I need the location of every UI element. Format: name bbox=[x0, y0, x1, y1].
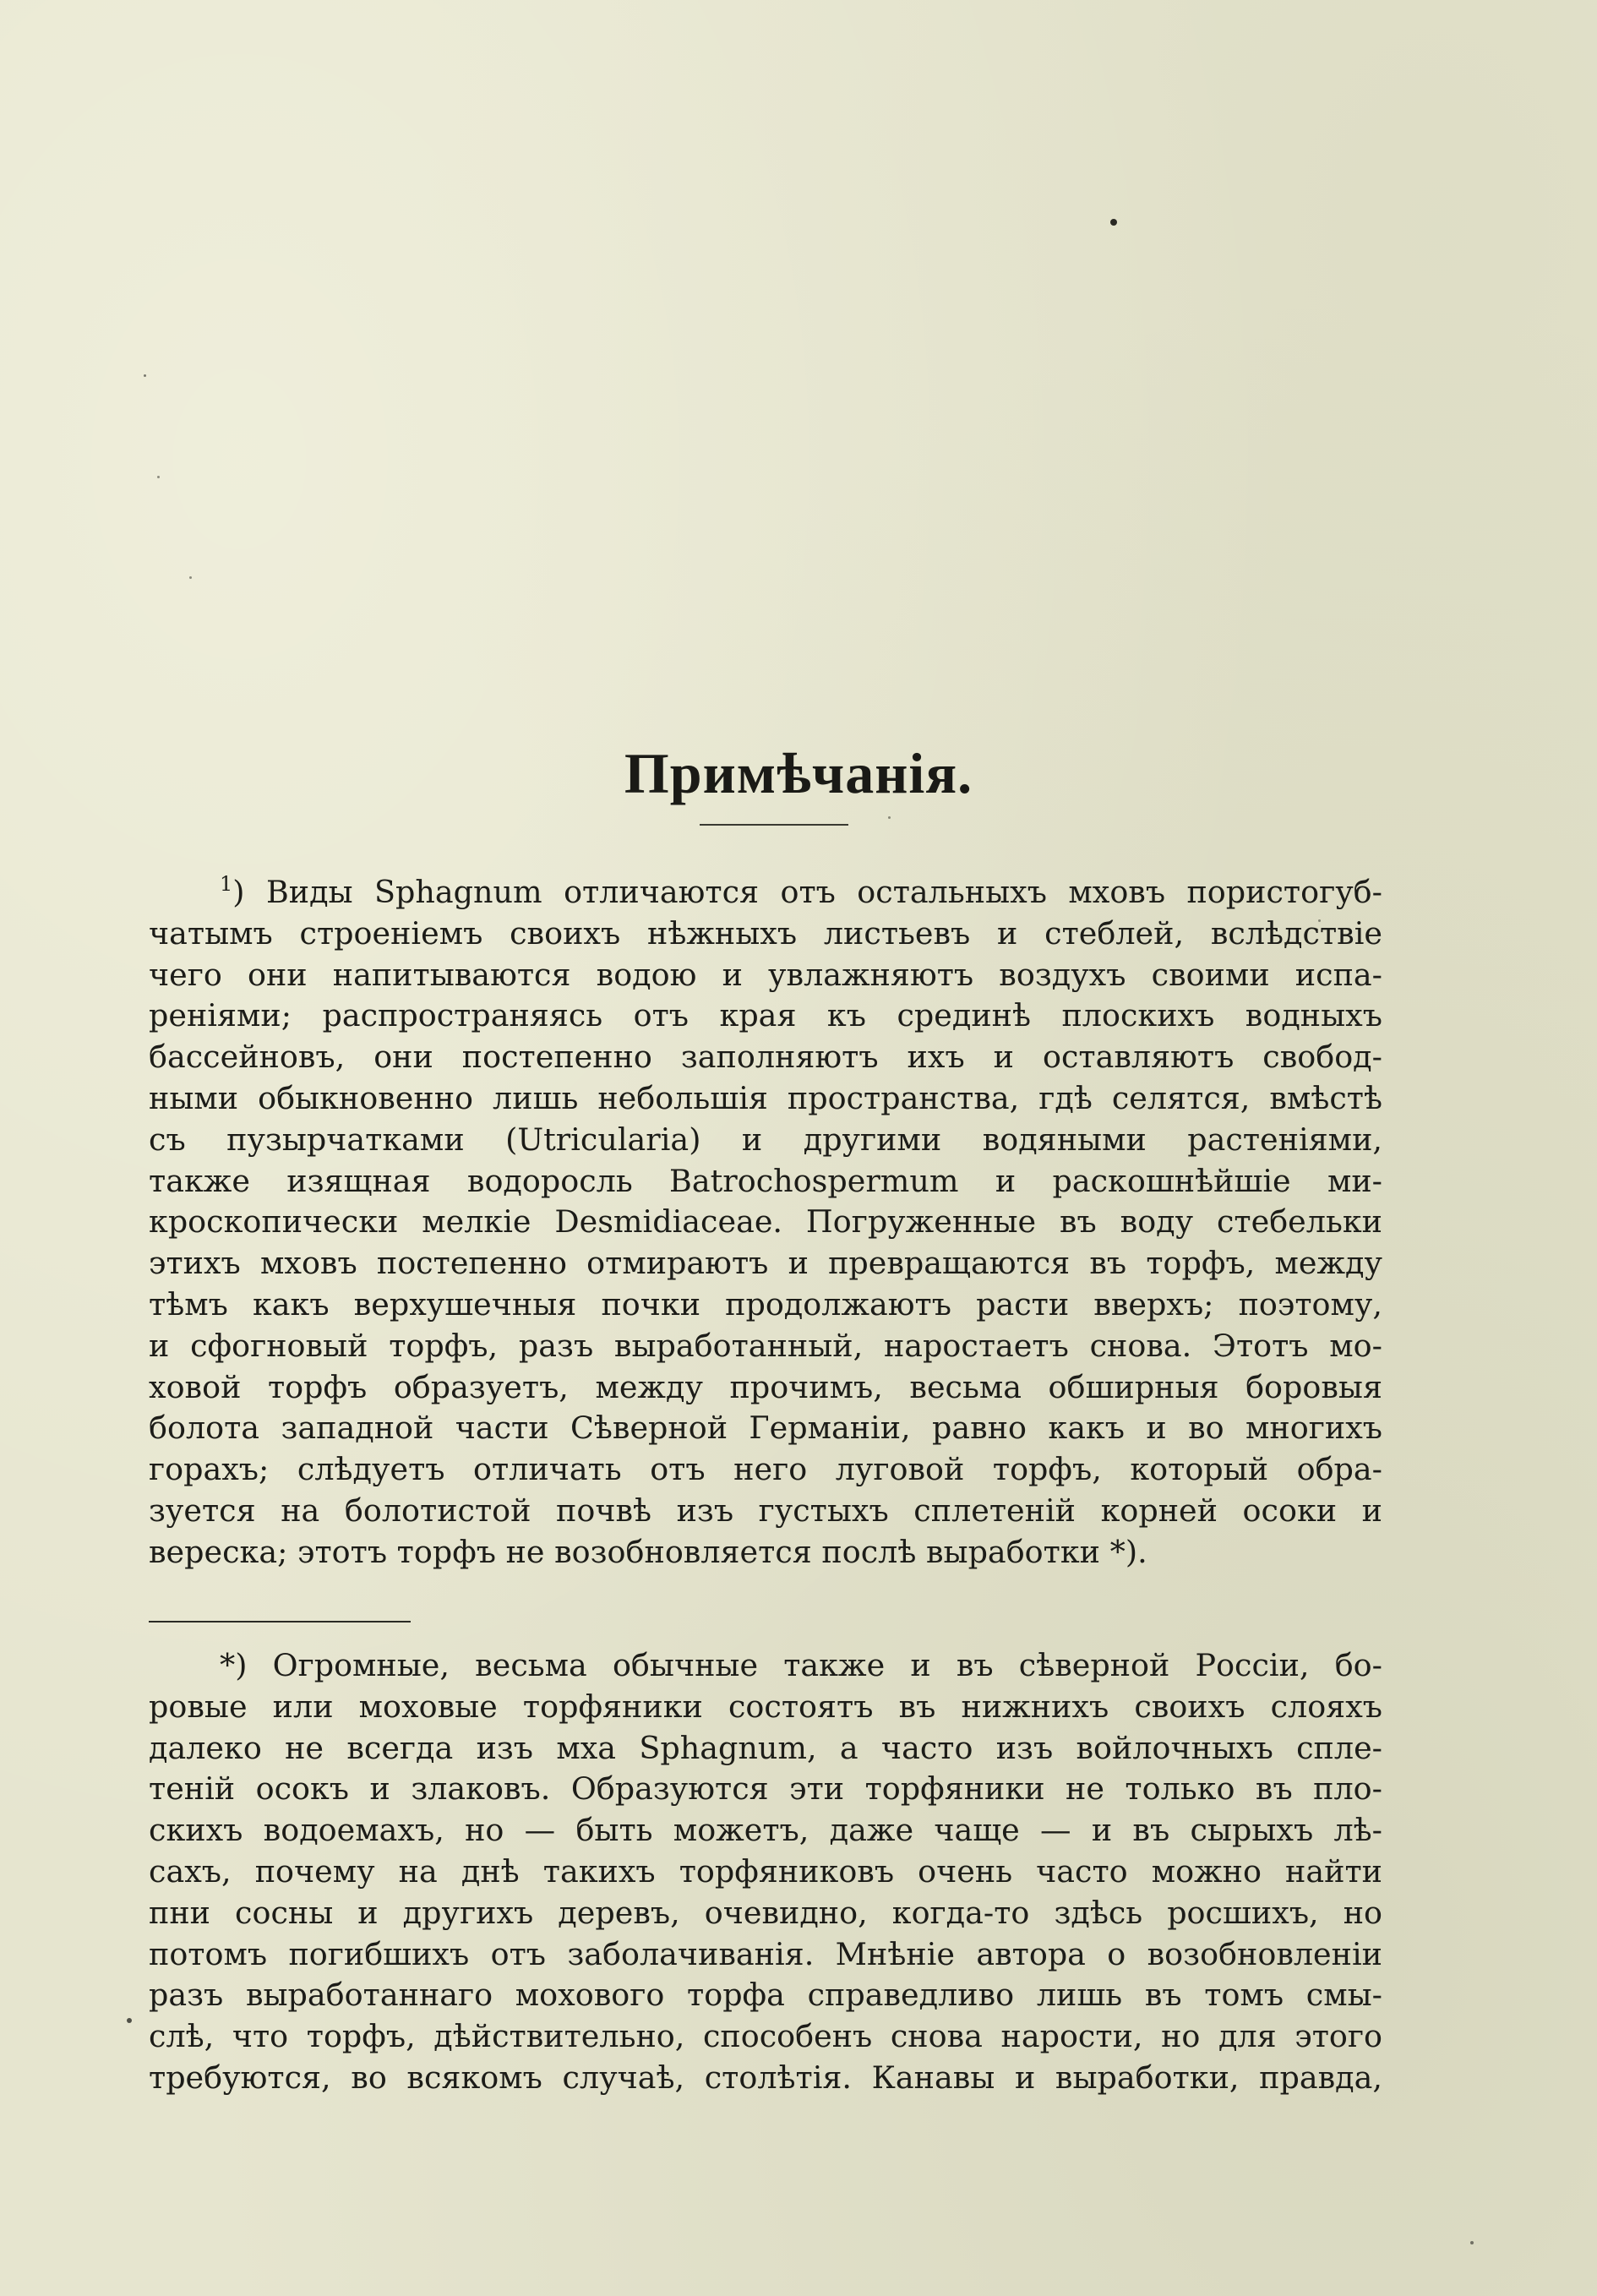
note-line: тѣмъ какъ верхушечныя почки продолжаютъ расти вверхъ; поэтому, bbox=[149, 1285, 1382, 1323]
paper-speck bbox=[157, 476, 160, 478]
paper-speck bbox=[1470, 2241, 1474, 2244]
paper-speck bbox=[189, 576, 192, 579]
paper-speck bbox=[127, 2018, 132, 2023]
page-title: Примѣчанія. bbox=[624, 740, 973, 805]
footnote-line: слѣ, что торфъ, дѣйствительно, способенъ снова нарости, но для этого bbox=[149, 2018, 1382, 2055]
note-marker: 1 bbox=[220, 872, 233, 896]
paper-speck bbox=[144, 374, 146, 377]
footnote bbox=[149, 1645, 1382, 2099]
note-line: чатымъ строеніемъ своихъ нѣжныхъ листьевъ и стеблей, вслѣдствіе bbox=[149, 914, 1382, 952]
note-line: чего они напитываются водою и увлажняютъ воздухъ своими испа- bbox=[149, 956, 1382, 993]
footnote-line: *) Огромные, весьма обычные также и въ сѣверной Россіи, бо- bbox=[220, 1647, 1382, 1683]
note-line: вереска; этотъ торфъ не возобновляется послѣ выработки *). bbox=[149, 1533, 1147, 1570]
note-line: этихъ мховъ постепенно отмираютъ и превращаются въ торфъ, между bbox=[149, 1245, 1382, 1282]
note-line: ными обыкновенно лишь небольшія пространства, гдѣ селятся, вмѣстѣ bbox=[149, 1079, 1382, 1116]
footnote-line: ровые или моховые торфяники состоятъ въ нижнихъ своихъ слояхъ bbox=[149, 1688, 1382, 1725]
note-line bbox=[149, 872, 1382, 913]
note-line: зуется на болотистой почвѣ изъ густыхъ сплетеній корней осоки и bbox=[149, 1492, 1382, 1529]
note-line: съ пузырчатками (Utricularia) и другими водяными растеніями, bbox=[149, 1121, 1382, 1158]
footnote-line: разъ выработаннаго мохового торфа справедливо лишь въ томъ смы- bbox=[149, 1977, 1382, 2014]
paper-speck bbox=[1110, 219, 1117, 226]
paper-speck bbox=[888, 816, 891, 819]
note-line: реніями; распространяясь отъ края къ срединѣ плоскихъ водныхъ bbox=[149, 997, 1382, 1034]
footnote-line: потомъ погибшихъ отъ заболачиванія. Мнѣніе автора о возобновленіи bbox=[149, 1935, 1382, 1972]
note-1 bbox=[149, 872, 1382, 1573]
footnote-line: скихъ водоемахъ, но — быть можетъ, даже чаще — и въ сырыхъ лѣ- bbox=[149, 1812, 1382, 1849]
footnote-line: далеко не всегда изъ мха Sphagnum, а часто изъ войлочныхъ спле- bbox=[149, 1729, 1382, 1766]
note-line: болота западной части Сѣверной Германіи, равно какъ и во многихъ bbox=[149, 1410, 1382, 1447]
note-line: и сфогновый торфъ, разъ выработанный, наростаетъ снова. Этотъ мо- bbox=[149, 1327, 1382, 1364]
note-line: горахъ; слѣдуетъ отличать отъ него луговой торфъ, который обра- bbox=[149, 1451, 1382, 1488]
note-line: также изящная водоросль Batrochospermum и раскошнѣйшіе ми- bbox=[149, 1162, 1382, 1199]
footnote-line: требуются, во всякомъ случаѣ, столѣтія. Канавы и выработки, правда, bbox=[149, 2059, 1382, 2096]
note-line-text: ) Виды Sphagnum отличаются отъ остальныхъ мховъ пористогуб- bbox=[232, 874, 1382, 910]
title-divider bbox=[700, 824, 848, 826]
note-line: кроскопически мелкіе Desmidiaceae. Погруженные въ воду стебельки bbox=[149, 1203, 1382, 1241]
note-line: ховой торфъ образуетъ, между прочимъ, весьма обширныя боровыя bbox=[149, 1368, 1382, 1405]
note-line: бассейновъ, они постепенно заполняютъ ихъ и оставляютъ свобод- bbox=[149, 1039, 1382, 1076]
footnote-line: теній осокъ и злаковъ. Образуются эти торфяники не только въ пло- bbox=[149, 1770, 1382, 1808]
footnote-line: пни сосны и другихъ деревъ, очевидно, когда-то здѣсь росшихъ, но bbox=[149, 1894, 1382, 1931]
footnote-divider bbox=[149, 1621, 411, 1622]
footnote-line: сахъ, почему на днѣ такихъ торфяниковъ очень часто можно найти bbox=[149, 1852, 1382, 1890]
